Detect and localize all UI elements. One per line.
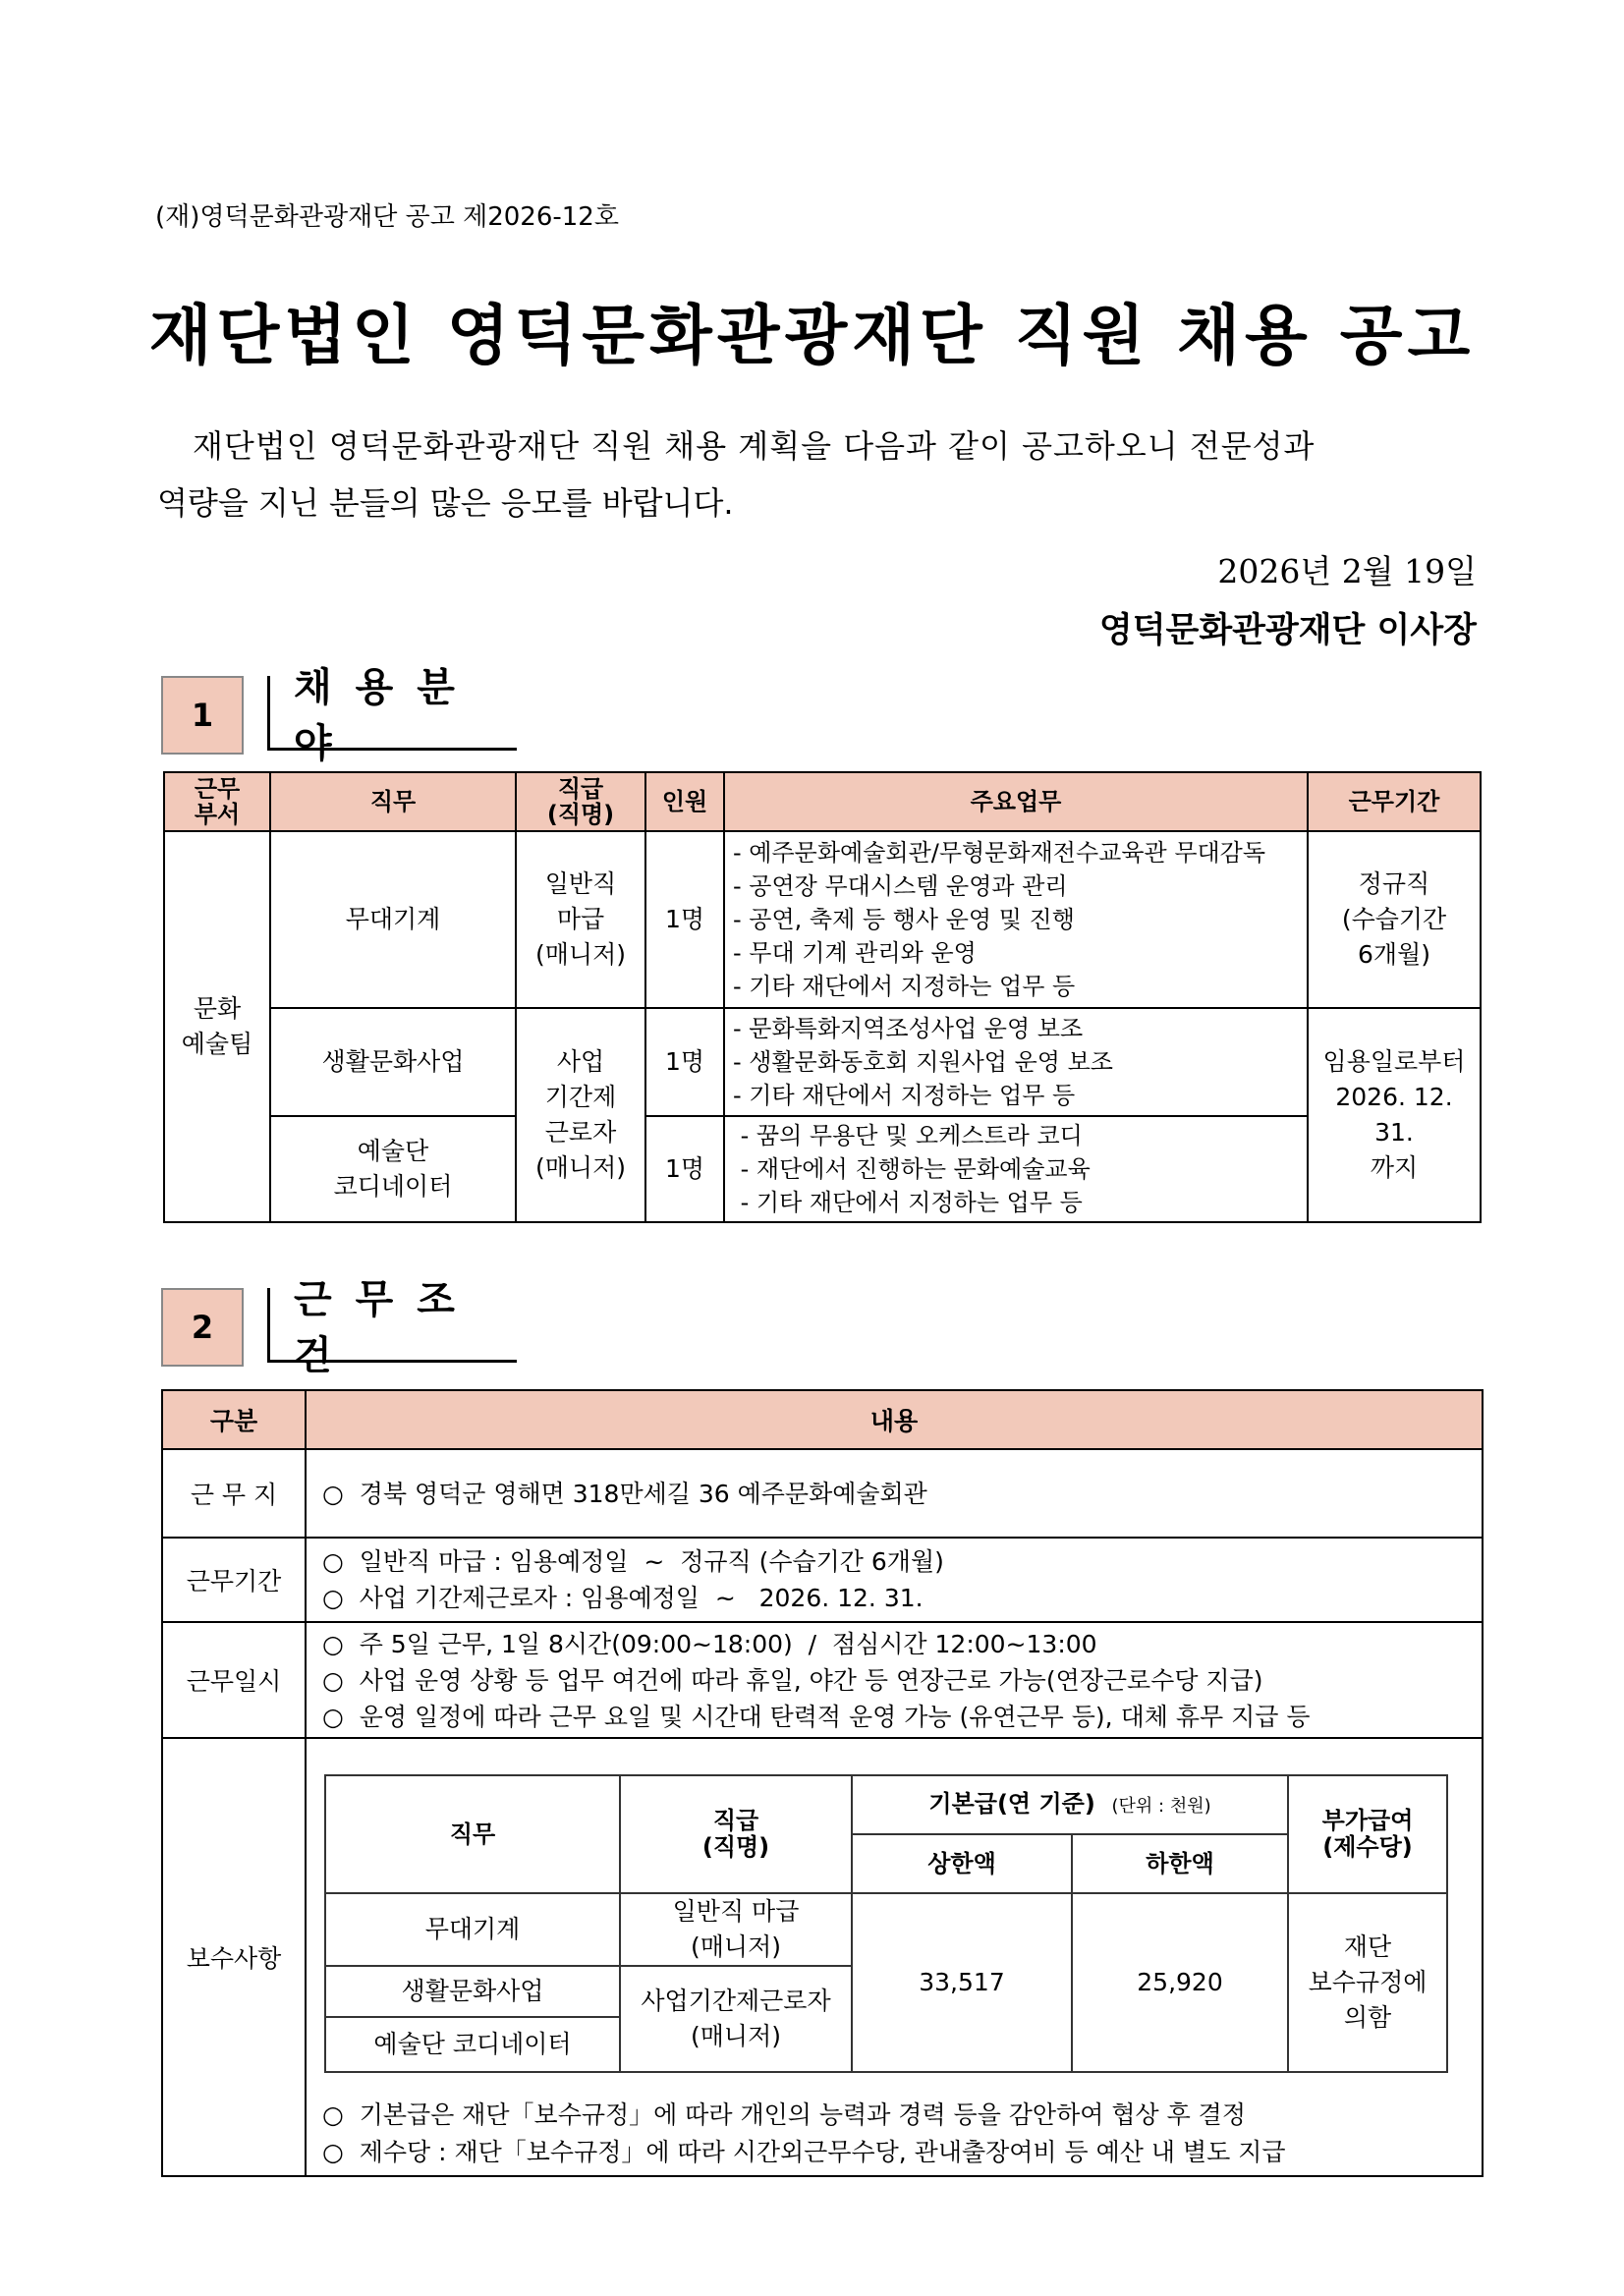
text-line: ○ 사업 운영 상황 등 업무 여건에 따라 휴일, 야간 등 연장근로 가능(연장근로수당 지급) xyxy=(322,1665,1263,1695)
text-line: - 생활문화동호회 지원사업 운영 보조 xyxy=(733,1048,1113,1076)
header-job: 직무 xyxy=(270,772,516,831)
section-2-title: 근무조건 xyxy=(267,1288,517,1363)
text-line: ○ 경북 영덕군 영해면 318만세길 36 예주문화예술회관 xyxy=(322,1479,927,1508)
work-hours-content xyxy=(306,1622,1483,1738)
header-dept: 근무 부서 xyxy=(164,772,270,831)
count-cell: 1명 xyxy=(645,1116,724,1222)
text-line: - 공연장 무대시스템 운영과 관리 xyxy=(733,872,1068,900)
conditions-table xyxy=(161,1389,1484,2177)
text-line: ○ 기본급은 재단「보수규정」에 따라 개인의 능력과 경력 등을 감안하여 협상 후 결정 xyxy=(322,2100,1246,2129)
pay-extra-cell: 재단 보수규정에 의함 xyxy=(1288,1893,1447,2072)
header-period: 근무기간 xyxy=(1308,772,1481,831)
text-line: - 재단에서 진행하는 문화예술교육 xyxy=(733,1155,1091,1183)
text-line: ○ 운영 일정에 따라 근무 요일 및 시간대 탄력적 운영 가능 (유연근무 등), 대체 휴무 지급 등 xyxy=(322,1702,1311,1731)
text-line: - 무대 기계 관리와 운영 xyxy=(733,939,977,967)
pay-upper-cell: 33,517 xyxy=(852,1893,1072,2072)
job-cell: 예술단 코디네이터 xyxy=(270,1116,516,1222)
work-period-content xyxy=(306,1538,1483,1622)
text-line: - 공연, 축제 등 행사 운영 및 진행 xyxy=(733,906,1075,933)
page-title: 재단법인 영덕문화관광재단 직원 채용 공고 xyxy=(148,298,1476,373)
count-cell: 1명 xyxy=(645,1008,724,1116)
table-row xyxy=(162,1538,1483,1622)
text-line: ○ 주 5일 근무, 1일 8시간(09:00~18:00) / 점심시간 12:00~13:00 xyxy=(322,1629,1097,1658)
duties-cell xyxy=(724,831,1308,1008)
workplace-label: 근 무 지 xyxy=(162,1449,306,1538)
intro-line-1: 재단법인 영덕문화관광재단 직원 채용 계획을 다음과 같이 공고하오니 전문성과 xyxy=(193,427,1316,465)
pay-notes xyxy=(307,2073,1482,2175)
work-hours-label: 근무일시 xyxy=(162,1622,306,1738)
pay-header-upper: 상한액 xyxy=(852,1834,1072,1893)
text-line: - 꿈의 무용단 및 오케스트라 코디 xyxy=(733,1122,1083,1149)
pay-table xyxy=(324,1774,1448,2073)
pay-grade-cell: 일반직 마급 (매니저) xyxy=(620,1893,852,1966)
table-row xyxy=(162,1738,1483,2176)
section-1-number: 1 xyxy=(161,676,244,755)
intro-paragraph xyxy=(157,418,1479,532)
notice-number: (재)영덕문화관광재단 공고 제2026-12호 xyxy=(155,202,619,232)
pay-job-cell: 무대기계 xyxy=(325,1893,620,1966)
pay-job-cell: 생활문화사업 xyxy=(325,1966,620,2017)
text-line: ○ 일반직 마급 : 임용예정일 ~ 정규직 (수습기간 6개월) xyxy=(322,1547,944,1576)
intro-line-2: 역량을 지닌 분들의 많은 응모를 바랍니다. xyxy=(157,484,734,522)
pay-header-unit: (단위 : 천원) xyxy=(1111,1795,1211,1817)
text-line: ○ 사업 기간제근로자 : 임용예정일 ~ 2026. 12. 31. xyxy=(322,1584,924,1612)
pay-job-cell: 예술단 코디네이터 xyxy=(325,2017,620,2072)
header-category: 구분 xyxy=(162,1390,306,1449)
header-grade: 직급 (직명) xyxy=(516,772,645,831)
pay-label: 보수사항 xyxy=(162,1738,306,2176)
table-row xyxy=(162,1622,1483,1738)
table-row xyxy=(325,1893,1447,1966)
text-line: - 문화특화지역조성사업 운영 보조 xyxy=(733,1015,1084,1042)
work-period-label: 근무기간 xyxy=(162,1538,306,1622)
header-duties: 주요업무 xyxy=(724,772,1308,831)
text-line: - 예주문화예술회관/무형문화재전수교육관 무대감독 xyxy=(733,839,1266,867)
pay-header-grade: 직급 (직명) xyxy=(620,1775,852,1893)
pay-lower-cell: 25,920 xyxy=(1072,1893,1288,2072)
grade-cell: 일반직 마급 (매니저) xyxy=(516,831,645,1008)
section-1-title: 채용분야 xyxy=(267,676,517,751)
pay-content xyxy=(306,1738,1483,2176)
text-line: - 기타 재단에서 지정하는 업무 등 xyxy=(733,973,1076,1000)
pay-header-job: 직무 xyxy=(325,1775,620,1893)
table-row xyxy=(164,1116,1481,1222)
duties-cell xyxy=(724,1116,1308,1222)
notice-date: 2026년 2월 19일 xyxy=(1217,552,1477,590)
workplace-content xyxy=(306,1449,1483,1538)
section-2-number: 2 xyxy=(161,1288,244,1367)
grade-cell: 사업 기간제 근로자 (매니저) xyxy=(516,1008,645,1222)
job-cell: 생활문화사업 xyxy=(270,1008,516,1116)
header-count: 인원 xyxy=(645,772,724,831)
period-cell: 임용일로부터 2026. 12. 31. 까지 xyxy=(1308,1008,1481,1222)
header-content: 내용 xyxy=(306,1390,1483,1449)
count-cell: 1명 xyxy=(645,831,724,1008)
text-line: - 기타 재단에서 지정하는 업무 등 xyxy=(733,1082,1076,1109)
duties-cell xyxy=(724,1008,1308,1116)
job-cell: 무대기계 xyxy=(270,831,516,1008)
dept-cell: 문화 예술팀 xyxy=(164,831,270,1222)
table-row xyxy=(164,1008,1481,1116)
signer: 영덕문화관광재단 이사장 xyxy=(1098,611,1477,650)
pay-header-base-label: 기본급(연 기준) xyxy=(928,1789,1095,1818)
pay-header-extra: 부가급여 (제수당) xyxy=(1288,1775,1447,1893)
pay-grade-cell: 사업기간제근로자 (매니저) xyxy=(620,1966,852,2072)
table-row xyxy=(164,831,1481,1008)
pay-header-base xyxy=(852,1775,1288,1834)
period-cell: 정규직 (수습기간 6개월) xyxy=(1308,831,1481,1008)
text-line: ○ 제수당 : 재단「보수규정」에 따라 시간외근무수당, 관내출장여비 등 예산 내 별도 지급 xyxy=(322,2138,1286,2166)
text-line: - 기타 재단에서 지정하는 업무 등 xyxy=(733,1189,1083,1216)
recruitment-table xyxy=(163,771,1482,1223)
pay-header-lower: 하한액 xyxy=(1072,1834,1288,1893)
table-row xyxy=(162,1449,1483,1538)
